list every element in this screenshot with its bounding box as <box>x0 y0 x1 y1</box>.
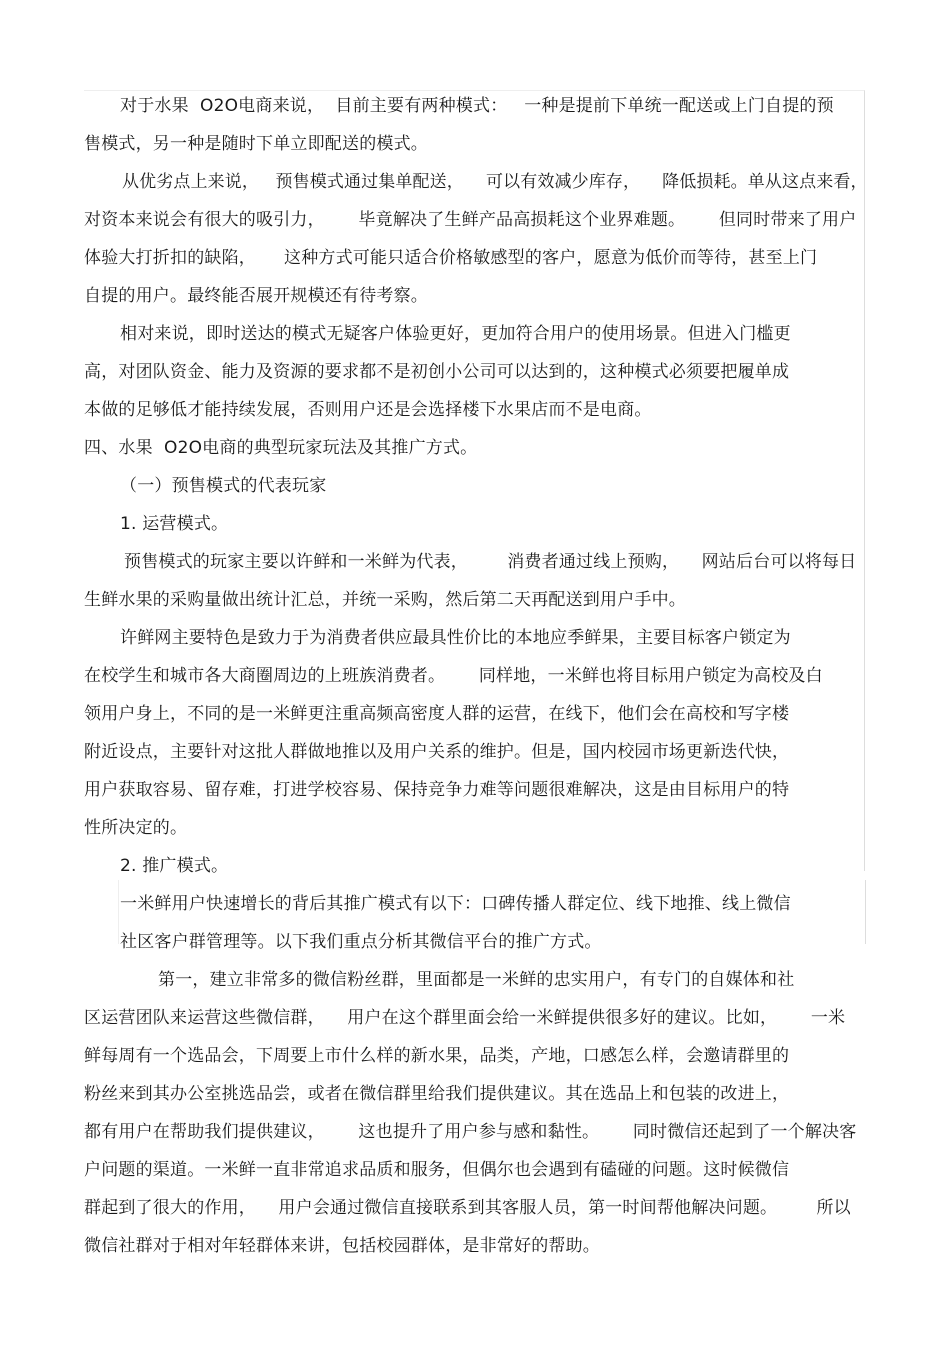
text-line: 许鲜网主要特色是致力于为消费者供应最具性价比的本地应季鲜果，主要目标客户锁定为 <box>120 628 791 648</box>
subsection-heading: （一）预售模式的代表玩家 <box>120 476 327 496</box>
item-heading: 2. 推广模式。 <box>120 856 229 876</box>
text-line: 鲜每周有一个选品会，下周要上市什么样的新水果，品类，产地，口感怎么样，会邀请群里的 <box>84 1046 790 1066</box>
text-line: 用户获取容易、留存难，打进学校容易、保持竞争力难等问题很难解决，这是由目标用户的特 <box>84 780 790 800</box>
text-line: 相对来说，即时送达的模式无疑客户体验更好，更加符合用户的使用场景。但进入门槛更 <box>120 324 791 344</box>
text-line: 预售模式的玩家主要以许鲜和一米鲜为代表， 消费者通过线上预购， 网站后台可以将每日 <box>124 552 857 572</box>
text-line: 生鲜水果的采购量做出统计汇总，并统一采购，然后第二天再配送到用户手中。 <box>84 590 686 610</box>
text-line: 高，对团队资金、能力及资源的要求都不是初创小公司可以达到的，这种模式必须要把履单成 <box>84 362 790 382</box>
text-line: 在校学生和城市各大商圈周边的上班族消费者。 同样地，一米鲜也将目标用户锁定为高校及白 <box>84 666 823 686</box>
text-line: 对资本来说会有很大的吸引力， 毕竟解决了生鲜产品高损耗这个业界难题。 但同时带来了用户 <box>84 210 857 230</box>
section-heading: 四、水果 O2O电商的典型玩家玩法及其推广方式。 <box>84 438 478 458</box>
text-line: 自提的用户。最终能否展开规模还有待考察。 <box>84 286 428 306</box>
item-heading: 1. 运营模式。 <box>120 514 229 534</box>
text-line: 对于水果 O2O电商来说， 目前主要有两种模式： 一种是提前下单统一配送或上门自提的预 <box>120 96 834 116</box>
text-line: 社区客户群管理等。以下我们重点分析其微信平台的推广方式。 <box>120 932 602 952</box>
text-line: 一米鲜用户快速增长的背后其推广模式有以下：口碑传播人群定位、线下地推、线上微信 <box>120 894 791 914</box>
text-line: 从优劣点上来说， 预售模式通过集单配送， 可以有效减少库存， 降低损耗。单从这点来看， <box>122 172 868 192</box>
text-line: 性所决定的。 <box>84 818 188 838</box>
text-line: 微信社群对于相对年轻群体来讲，包括校园群体，是非常好的帮助。 <box>84 1236 600 1256</box>
text-line: 售模式，另一种是随时下单立即配送的模式。 <box>84 134 428 154</box>
text-line: 附近设点，主要针对这批人群做地推以及用户关系的维护。但是，国内校园市场更新迭代快， <box>84 742 790 762</box>
text-line: 户问题的渠道。一米鲜一直非常追求品质和服务，但偶尔也会遇到有磕碰的问题。这时候微信 <box>84 1160 790 1180</box>
text-line: 都有用户在帮助我们提供建议， 这也提升了用户参与感和黏性。 同时微信还起到了一个解决客 <box>84 1122 857 1142</box>
text-line: 群起到了很大的作用， 用户会通过微信直接联系到其客服人员，第一时间帮他解决问题。 所以 <box>84 1198 851 1218</box>
text-line: 领用户身上，不同的是一米鲜更注重高频高密度人群的运营，在线下，他们会在高校和写字楼 <box>84 704 790 724</box>
text-line: 粉丝来到其办公室挑选品尝，或者在微信群里给我们提供建议。其在选品上和包装的改进上， <box>84 1084 790 1104</box>
text-line: 本做的足够低才能持续发展，否则用户还是会选择楼下水果店而不是电商。 <box>84 400 652 420</box>
text-line: 第一，建立非常多的微信粉丝群，里面都是一米鲜的忠实用户，有专门的自媒体和社 <box>158 970 795 990</box>
text-line: 体验大打折扣的缺陷， 这种方式可能只适合价格敏感型的客户，愿意为低价而等待，甚至上门 <box>84 248 818 268</box>
text-line: 区运营团队来运营这些微信群， 用户在这个群里面会给一米鲜提供很多好的建议。比如， 一米 <box>84 1008 846 1028</box>
